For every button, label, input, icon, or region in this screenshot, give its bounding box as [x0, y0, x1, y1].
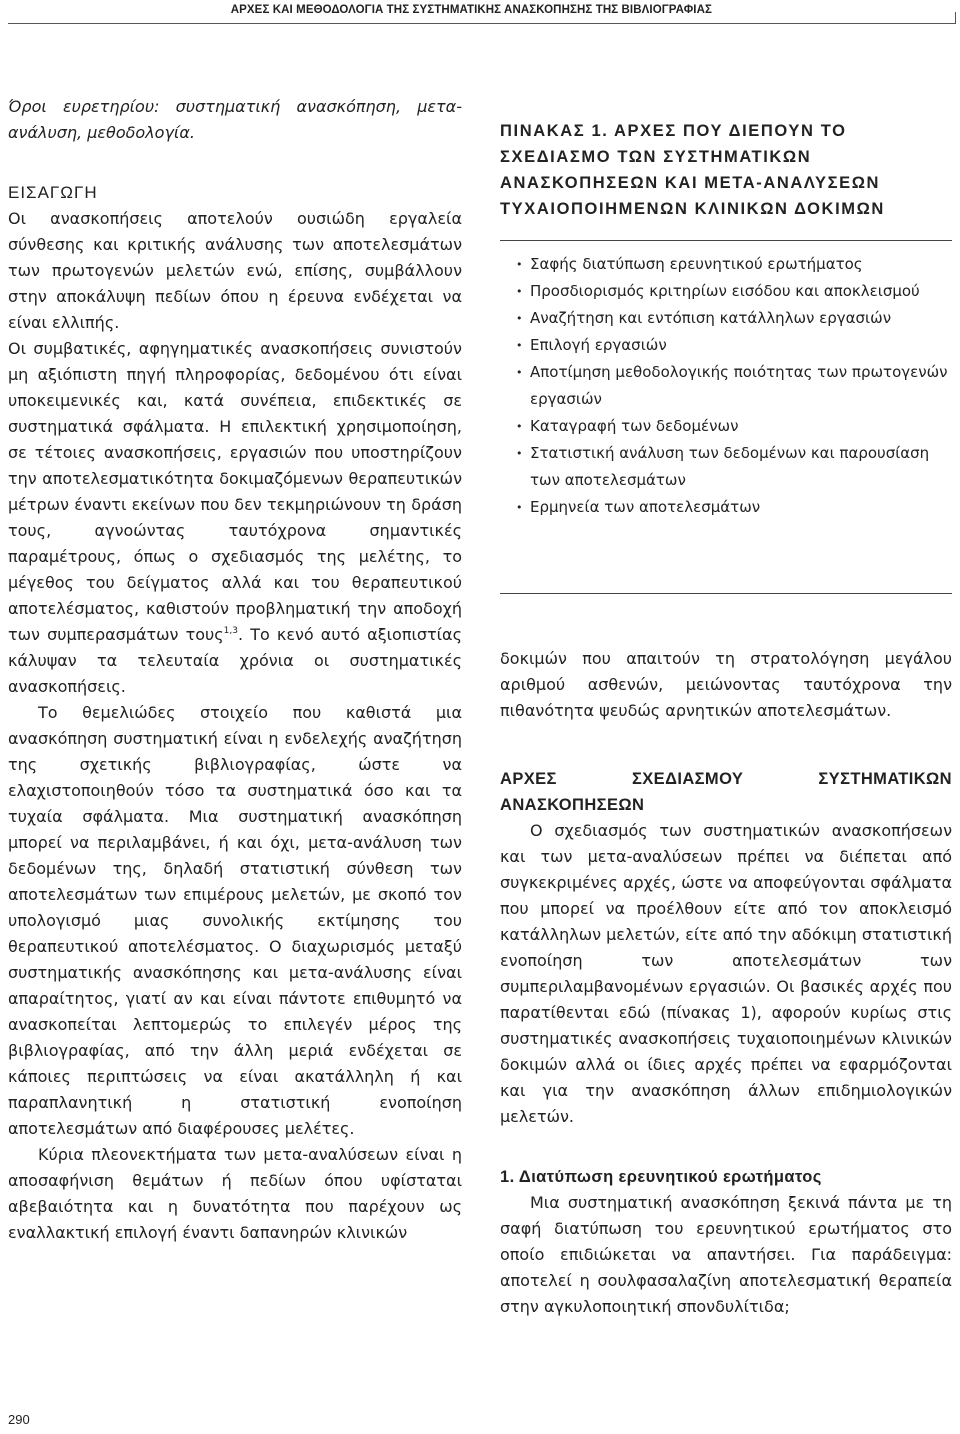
keywords-label: Όροι ευρετηρίου:	[8, 97, 160, 116]
right-continuation-paragraph: δοκιμών που απαιτούν τη στρατολόγηση μεγάλου αριθμού ασθενών, μειώνοντας ταυτόχρονα την πιθανότητα ψευδώς αρνητικών αποτελεσμάτων.	[500, 649, 952, 720]
keywords	[8, 94, 462, 146]
introduction-heading: ΕΙΣΑΓΩΓΗ	[8, 183, 98, 202]
section-1-paragraph: Μια συστηματική ανασκόπηση ξεκινά πάντα με τη σαφή διατύπωση του ερευνητικού ερωτήματος στο οποίο επιδιώκεται να απαντήσει. Για παράδειγμα: αποτελεί η σουλφασαλαζίνη αποτελεσματική θεραπεία στην αγκυλοποιητική σπονδυλίτιδα;	[500, 1193, 952, 1316]
table-1-item: • Ερμηνεία των αποτελεσμάτων	[516, 494, 952, 521]
running-head	[0, 4, 960, 20]
table-1-item: • Προσδιορισμός κριτηρίων εισόδου και αποκλεισμού	[516, 278, 952, 305]
running-head-rule-end	[955, 12, 956, 24]
table-1-bottom-rule	[500, 593, 952, 594]
left-column	[8, 94, 462, 1246]
page-number: 290	[8, 1412, 30, 1427]
intro-paragraph-4: Κύρια πλεονεκτήματα των μετα-αναλύσεων είναι η αποσαφήνιση θεμάτων ή πεδίων όπου υφίσταται αβεβαιότητα και η δυνατότητα που παρέχουν ως εναλλακτική επιλογή έναντι δαπανηρών κλινικών	[8, 1145, 462, 1242]
intro-paragraph-2-tail: . Το κενό αυτό αξιοπιστίας κάλυψαν τα τελευταία χρόνια οι συστηματικές ανασκοπήσεις.	[8, 625, 462, 696]
running-head-title: ΑΡΧΕΣ ΚΑΙ ΜΕΘΟΔΟΛΟΓΙΑ ΤΗΣ ΣΥΣΤΗΜΑΤΙΚΗΣ ΑΝΑΣΚΟΠΗΣΗΣ ΤΗΣ ΒΙΒΛΙΟΓΡΑΦΙΑΣ	[230, 4, 712, 16]
table-1	[500, 118, 952, 521]
table-1-item: • Καταγραφή των δεδομένων	[516, 413, 952, 440]
table-1-item: • Στατιστική ανάλυση των δεδομένων και παρουσίαση των αποτελεσμάτων	[516, 440, 952, 494]
running-head-rule	[8, 23, 956, 24]
table-1-item: • Σαφής διατύπωση ερευνητικού ερωτήματος	[516, 251, 952, 278]
design-principles-heading: ΑΡΧΕΣ ΣΧΕΔΙΑΣΜΟΥ ΣΥΣΤΗΜΑΤΙΚΩΝ ΑΝΑΣΚΟΠΗΣΕΩΝ	[500, 770, 952, 814]
table-1-item: • Αναζήτηση και εντόπιση κατάλληλων εργασιών	[516, 305, 952, 332]
citation-superscript: 1,3	[223, 626, 238, 636]
table-1-top-rule	[500, 240, 952, 241]
section-1-heading: 1. Διατύπωση ερευνητικού ερωτήματος	[500, 1168, 822, 1186]
keywords-text: συστηματική ανασκόπηση, μετα-ανάλυση, μεθοδολογία.	[8, 97, 462, 142]
table-1-item: • Επιλογή εργασιών	[516, 332, 952, 359]
intro-paragraph-2	[8, 336, 462, 700]
table-1-list	[516, 251, 952, 521]
intro-paragraph-2-main: Οι συμβατικές, αφηγηματικές ανασκοπήσεις συνιστούν μη αξιόπιστη πηγή πληροφορίας, δεδομένου ότι είναι υποκειμενικές και, κατά συνέπεια, επιδεκτικές σε συστηματικά σφάλματα. Η επιλεκτική χρησιμοποίηση, σε τέτοιες ανασκοπήσεις, εργασιών που υποστηρίζουν την αποτελεσματικότητα δοκιμαζόμενων θεραπευτικών μέτρων έναντι εκείνων που δεν τεκμηριώνουν τη δράση τους, αγνοώντας ταυτόχρονα σημαντικές παραμέτρους, όπως ο σχεδιασμός της μελέτης, το μέγεθος του δείγματος αλλά και του θεραπευτικού αποτελέσματος, καθιστούν προβληματική την αποδοχή των συμπερασμάτων τους	[8, 339, 462, 644]
intro-paragraph-1: Οι ανασκοπήσεις αποτελούν ουσιώδη εργαλεία σύνθεσης και κριτικής ανάλυσης των αποτελεσμάτων των πρωτογενών μελετών ενώ, επίσης, συμβάλλουν στην αποκάλυψη πεδίων όπου η έρευνα ενδέχεται να είναι ελλιπής.	[8, 209, 462, 332]
table-1-item: • Αποτίμηση μεθοδολογικής ποιότητας των πρωτογενών εργασιών	[516, 359, 952, 413]
intro-paragraph-3: Το θεμελιώδες στοιχείο που καθιστά μια ανασκόπηση συστηματική είναι η ενδελεχής αναζήτηση της σχετικής βιβλιογραφίας, ώστε να ελαχιστοποιηθούν τόσο τα συστηματικά όσο και τα τυχαία σφάλματα. Μια συστηματική ανασκόπηση μπορεί να περιλαμβάνει, ή και όχι, μετα-ανάλυση των δεδομένων της, δηλαδή στατιστική σύνθεση των αποτελεσμάτων των επιμέρους μελετών, με σκοπό τον υπολογισμό μιας συνολικής εκτίμησης του θεραπευτικού αποτελέσματος. Ο διαχωρισμός μεταξύ συστηματικής ανασκόπησης και μετα-ανάλυσης είναι απαραίτητος, γιατί αν και είναι πάντοτε επιθυμητό να ανασκοπείται λεπτομερώς το επιλεγέν μέρος της βιβλιογραφίας, από την άλλη μεριά ενδέχεται σε κάποιες περιπτώσεις να είναι ακατάλληλη ή και παραπλανητική η στατιστική ενοποίηση αποτελεσμάτων από διαφέρουσες μελέτες.	[8, 703, 462, 1138]
right-column	[500, 646, 952, 1320]
design-principles-paragraph: Ο σχεδιασμός των συστηματικών ανασκοπήσεων και των μετα-αναλύσεων πρέπει να διέπεται από συγκεκριμένες αρχές, ώστε να αποφεύγονται σφάλματα που μπορεί να προέλθουν είτε από τον αποκλεισμό κατάλληλων μελετών, είτε από την αδόκιμη στατιστική ενοποίηση των αποτελεσμάτων των συμπεριλαμβανομένων εργασιών. Οι βασικές αρχές που παρατίθενται εδώ (πίνακας 1), αφορούν κυρίως στις συστηματικές ανασκοπήσεις τυχαιοποιημένων κλινικών δοκιμών αλλά οι ίδιες αρχές πρέπει να εφαρμόζονται και για την ανασκόπηση άλλων επιδημιολογικών μελετών.	[500, 821, 952, 1126]
table-1-title: ΠΙΝΑΚΑΣ 1. ΑΡΧΕΣ ΠΟΥ ΔΙΕΠΟΥΝ ΤΟ ΣΧΕΔΙΑΣΜΟ ΤΩΝ ΣΥΣΤΗΜΑΤΙΚΩΝ ΑΝΑΣΚΟΠΗΣΕΩΝ ΚΑΙ ΜΕΤΑ-ΑΝΑΛΥΣΕΩΝ ΤΥΧΑΙΟΠΟΙΗΜΕΝΩΝ ΚΛΙΝΙΚΩΝ ΔΟΚΙΜΩΝ	[500, 122, 885, 218]
